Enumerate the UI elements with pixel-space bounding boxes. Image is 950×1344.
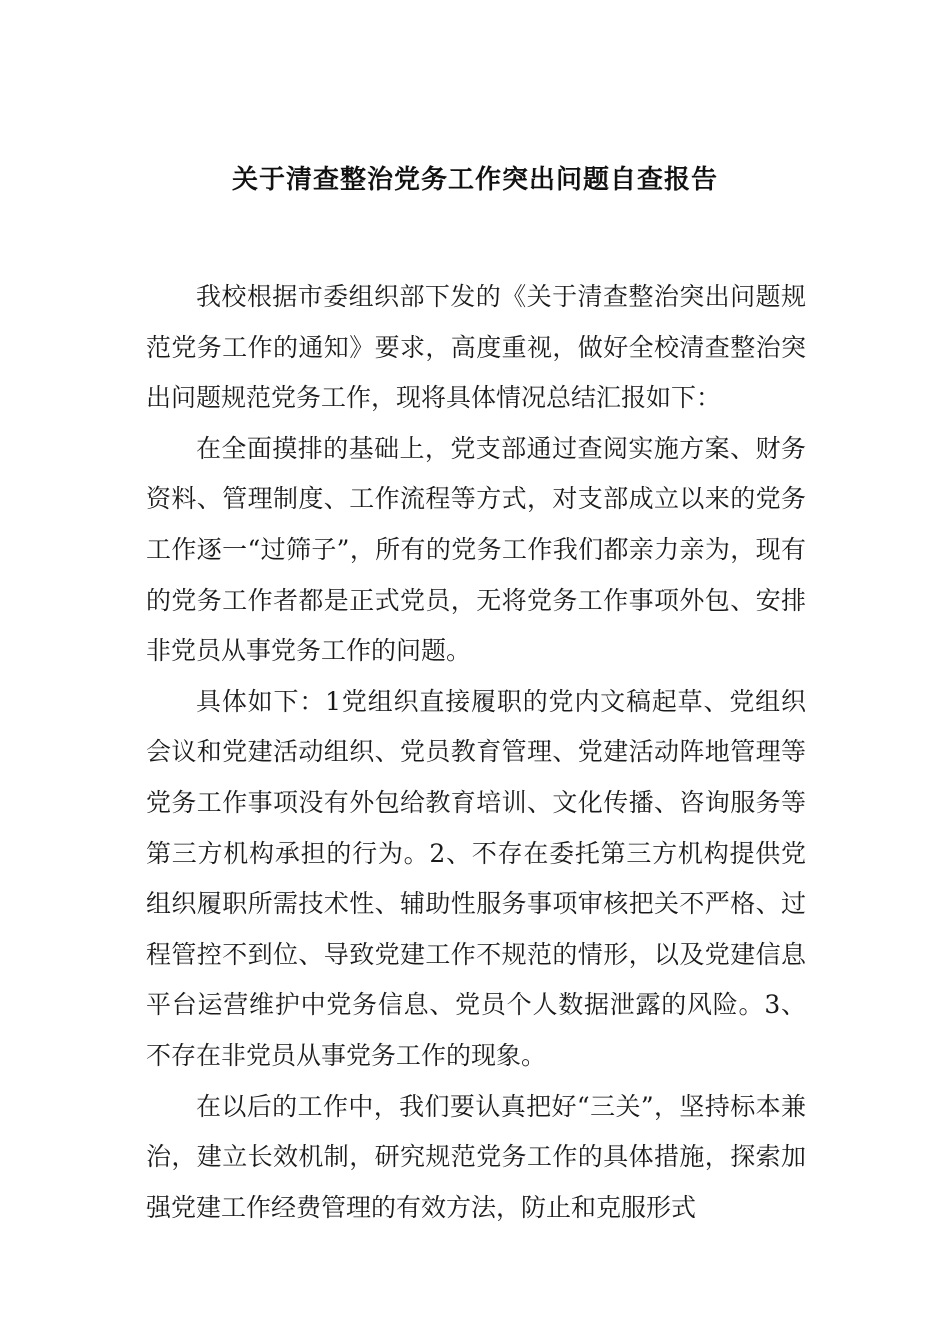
paragraph-intro: 我校根据市委组织部下发的《关于清查整治突出问题规范党务工作的通知》要求，高度重视，做好全校清查整治突出问题规范党务工作，现将具体情况总结汇报如下： xyxy=(146,282,806,413)
paragraph-investigation: 在全面摸排的基础上，党支部通过查阅实施方案、财务资料、管理制度、工作流程等方式，对支部成立以来的党务工作逐一“过筛子”，所有的党务工作我们都亲力亲为，现有的党务工作者都是正式党员，无将党务工作事项外包、安排非党员从事党务工作的问题。 xyxy=(146,433,806,666)
paragraph-details: 具体如下：1党组织直接履职的党内文稿起草、党组织会议和党建活动组织、党员教育管理、党建活动阵地管理等党务工作事项没有外包给教育培训、文化传播、咨询服务等第三方机构承担的行为。2、不存在委托第三方机构提供党组织履职所需技术性、辅助性服务事项审核把关不严格、过程管控不到位、导致党建工作不规范的情形，以及党建信息平台运营维护中党务信息、党员个人数据泄露的风险。3、不存在非党员从事党务工作的现象。 xyxy=(146,686,806,1070)
paragraph-future-work: 在以后的工作中，我们要认真把好“三关”，坚持标本兼治，建立长效机制，研究规范党务工作的具体措施，探索加强党建工作经费管理的有效方法，防止和克服形式 xyxy=(146,1091,806,1222)
document-title: 关于清查整治党务工作突出问题自查报告 xyxy=(231,165,718,195)
document-body xyxy=(146,272,806,1233)
